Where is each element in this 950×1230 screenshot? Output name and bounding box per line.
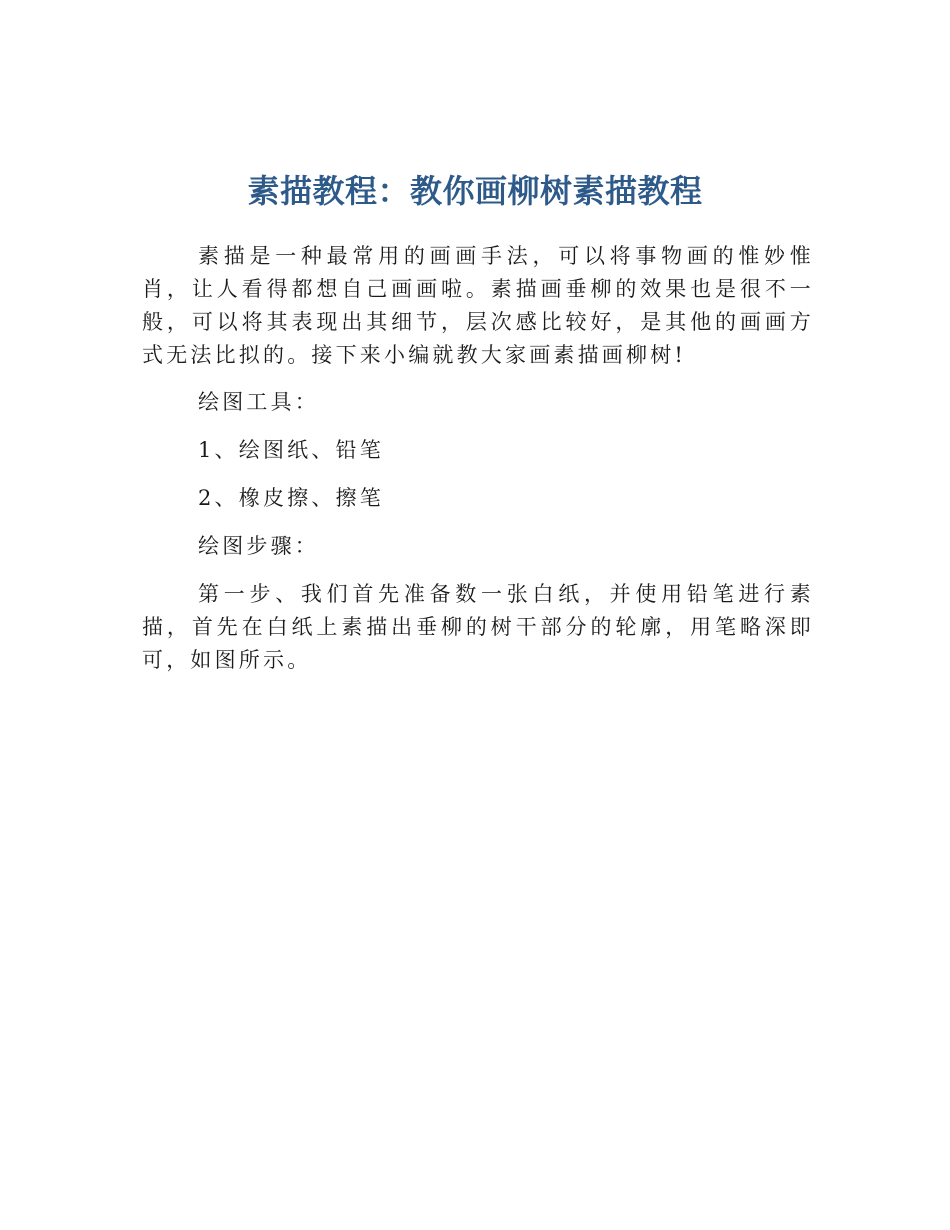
document-title: 素描教程：教你画柳树素描教程 <box>247 172 703 211</box>
tools-item-1: 1、绘图纸、铅笔 <box>198 438 384 462</box>
tools-item-2: 2、橡皮擦、擦笔 <box>198 486 384 510</box>
step-1-paragraph: 第一步、我们首先准备数一张白纸，并使用铅笔进行素描，首先在白纸上素描出垂柳的树干部分的轮廓，用笔略深即可，如图所示。 <box>142 582 814 672</box>
steps-heading: 绘图步骤： <box>198 534 319 558</box>
document-body <box>142 240 814 691</box>
tools-heading: 绘图工具： <box>198 390 319 414</box>
intro-paragraph: 素描是一种最常用的画画手法，可以将事物画的惟妙惟肖，让人看得都想自己画画啦。素描画垂柳的效果也是很不一般，可以将其表现出其细节，层次感比较好，是其他的画画方式无法比拟的。接下来小编就教大家画素描画柳树! <box>142 244 814 367</box>
